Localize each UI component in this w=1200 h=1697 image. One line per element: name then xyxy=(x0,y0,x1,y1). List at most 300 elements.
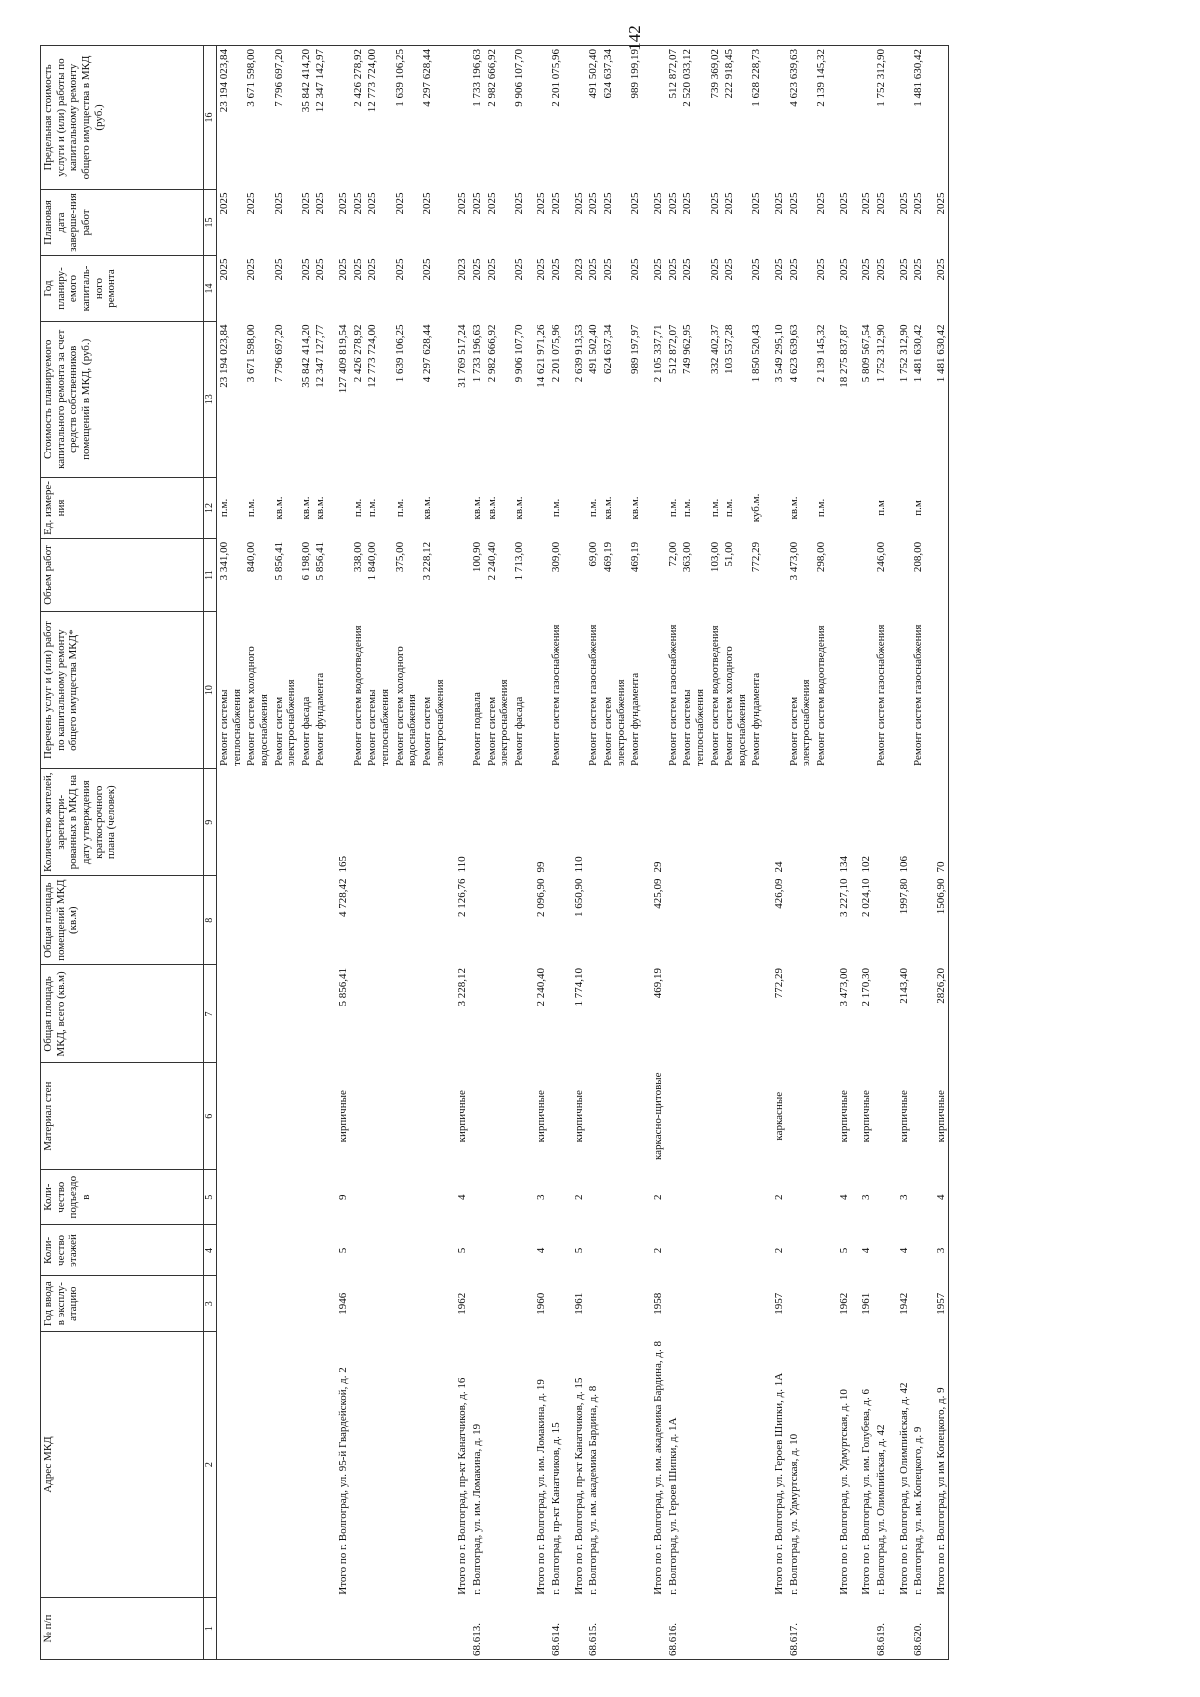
cell-planned-cost: 749 962,95 xyxy=(681,324,694,375)
cell-year-built xyxy=(313,1276,328,1331)
cell-repair-year: 2025 xyxy=(366,258,379,281)
table-row xyxy=(764,46,787,1660)
cell-work-volume xyxy=(764,539,787,611)
cell-total-area xyxy=(217,965,245,1063)
cell-premises-area: 1506,90 xyxy=(934,878,947,915)
cell-planned-cost: 23 194 023,84 xyxy=(218,324,230,388)
cell-repair-year: 2025 xyxy=(651,258,664,281)
cell-premises-area xyxy=(586,875,601,964)
cell-premises-area xyxy=(470,875,485,964)
cell-work-type xyxy=(328,611,351,769)
cell-work-volume xyxy=(526,539,549,611)
cell-end-year: 2025 xyxy=(272,192,285,215)
cell-residents xyxy=(470,769,485,876)
cell-address xyxy=(628,1331,643,1597)
cell-row-number xyxy=(680,1598,707,1660)
header-row xyxy=(41,46,204,1660)
cell-row-number: 68.619. xyxy=(874,1623,887,1656)
table-row xyxy=(244,46,271,1660)
cell-end-year: 2025 xyxy=(512,192,525,215)
cell-wall-material xyxy=(874,1063,889,1170)
cell-address xyxy=(512,1331,527,1597)
cell-address: Итого по г. Волгоград, пр-кт Канатчиков, д. 15 xyxy=(572,1377,585,1595)
cell-total-area xyxy=(299,965,314,1063)
cell-premises-area xyxy=(512,875,527,964)
cell-entrances xyxy=(586,1169,601,1224)
cell-row-number: 68.616. xyxy=(666,1623,679,1656)
table-row xyxy=(926,46,949,1660)
cell-planned-cost: 1 733 196,63 xyxy=(470,324,483,383)
cell-row-number xyxy=(217,1598,245,1660)
header-end-date: Плановая дата заверше-ния работ xyxy=(41,189,204,255)
cell-repair-year: 2025 xyxy=(512,258,525,281)
cell-entrances: 4 xyxy=(837,1194,850,1200)
col-number: 9 xyxy=(204,769,217,876)
cell-work-type xyxy=(447,611,470,769)
cell-entrances xyxy=(814,1169,829,1224)
header-year: Год ввода в эксплу-атацию xyxy=(41,1276,204,1331)
cell-floors xyxy=(666,1225,681,1276)
cell-floors: 4 xyxy=(897,1247,910,1254)
cell-row-number xyxy=(564,1598,587,1660)
cell-wall-material: кирпичные xyxy=(337,1090,350,1143)
cell-row-number: 68.620. xyxy=(912,1623,925,1656)
cell-limit-cost: 491 502,40 xyxy=(587,49,600,99)
cell-unit: п.м xyxy=(912,500,925,516)
cell-row-number xyxy=(889,1598,912,1660)
cell-total-area xyxy=(313,965,328,1063)
cell-limit-cost xyxy=(889,46,912,190)
cell-work-type: Ремонт систем холодного водоснабжения xyxy=(393,646,419,766)
cell-limit-cost xyxy=(526,46,549,190)
cell-end-year: 2025 xyxy=(393,192,406,215)
cell-floors: 5 xyxy=(456,1247,469,1254)
cell-residents xyxy=(420,769,447,876)
table-row xyxy=(512,46,527,1660)
cell-unit xyxy=(564,477,587,539)
cell-row-number xyxy=(601,1598,628,1660)
cell-entrances: 9 xyxy=(337,1194,350,1200)
table-row xyxy=(586,46,601,1660)
cell-total-area xyxy=(272,965,299,1063)
cell-residents xyxy=(628,769,643,876)
table-row xyxy=(564,46,587,1660)
cell-end-year: 2025 xyxy=(787,192,800,215)
cell-end-year: 2025 xyxy=(814,192,827,215)
cell-residents: 99 xyxy=(535,861,548,873)
cell-planned-cost: 5 809 567,54 xyxy=(860,324,873,383)
cell-wall-material xyxy=(628,1063,643,1170)
cell-entrances xyxy=(666,1169,681,1224)
cell-wall-material xyxy=(313,1063,328,1170)
cell-address xyxy=(272,1331,299,1597)
cell-residents: 165 xyxy=(337,855,350,873)
cell-address: г. Волгоград, ул. им. академика Бардина, д. 8 xyxy=(587,1385,600,1595)
cell-repair-year: 2025 xyxy=(773,258,786,281)
col-number: 4 xyxy=(204,1225,217,1276)
cell-work-volume: 1 840,00 xyxy=(366,541,379,581)
cell-entrances: 2 xyxy=(651,1194,664,1200)
cell-end-year: 2025 xyxy=(351,192,364,215)
header-wall-material: Материал стен xyxy=(41,1063,204,1170)
cell-entrances xyxy=(911,1169,926,1224)
header-floors: Коли-чество этажей xyxy=(41,1225,204,1276)
cell-floors xyxy=(393,1225,420,1276)
cell-address xyxy=(485,1331,512,1597)
cell-repair-year: 2025 xyxy=(351,258,364,281)
cell-planned-cost: 2 201 075,96 xyxy=(550,324,563,383)
cell-unit: кв.м. xyxy=(314,496,327,520)
cell-address: Итого по г. Волгоград, пр-кт Канатчиков, д. 16 xyxy=(456,1377,469,1595)
cell-premises-area: 425,09 xyxy=(651,878,664,909)
cell-end-year: 2025 xyxy=(708,192,721,215)
cell-limit-cost xyxy=(829,46,852,190)
cell-work-type: Ремонт систем водоотведения xyxy=(351,625,364,766)
cell-limit-cost xyxy=(926,46,949,190)
cell-limit-cost: 23 194 023,84 xyxy=(218,49,230,113)
cell-floors xyxy=(874,1225,889,1276)
cell-residents: 70 xyxy=(934,861,947,873)
cell-floors xyxy=(787,1225,814,1276)
header-entrances: Коли-чество подъездо в xyxy=(41,1169,204,1224)
cell-repair-year: 2025 xyxy=(420,258,433,281)
cell-work-type xyxy=(526,611,549,769)
cell-total-area xyxy=(586,965,601,1063)
cell-entrances xyxy=(787,1169,814,1224)
cell-work-volume: 103,00 xyxy=(708,541,721,573)
cell-unit: кв.м. xyxy=(485,496,498,520)
cell-limit-cost: 624 637,34 xyxy=(602,49,615,99)
cell-work-volume: 246,00 xyxy=(874,541,887,573)
cell-row-number xyxy=(708,1598,723,1660)
cell-end-year: 2025 xyxy=(897,192,910,215)
cell-work-type: Ремонт систем электроснабжения xyxy=(420,679,446,766)
cell-limit-cost xyxy=(851,46,874,190)
cell-unit xyxy=(764,477,787,539)
cell-unit xyxy=(526,477,549,539)
cell-residents xyxy=(814,769,829,876)
cell-address: Итого по г. Волгоград, ул им Копецкого, д. 9 xyxy=(934,1387,947,1595)
cell-planned-cost: 1 481 630,42 xyxy=(912,324,925,383)
cell-work-volume: 3 228,12 xyxy=(420,541,433,581)
cell-planned-cost: 7 796 697,20 xyxy=(272,324,285,383)
table-row xyxy=(708,46,723,1660)
cell-unit xyxy=(851,477,874,539)
cell-year-built xyxy=(393,1276,420,1331)
cell-work-type xyxy=(926,611,949,769)
cell-wall-material xyxy=(749,1063,764,1170)
cell-total-area xyxy=(814,965,829,1063)
cell-end-year: 2025 xyxy=(550,192,563,215)
cell-premises-area xyxy=(299,875,314,964)
cell-unit: п.м. xyxy=(814,498,827,518)
cell-unit: куб.м. xyxy=(750,493,763,523)
cell-premises-area: 2 096,90 xyxy=(535,878,548,917)
cell-residents xyxy=(787,769,814,876)
cell-repair-year: 2025 xyxy=(393,258,406,281)
cell-wall-material xyxy=(470,1063,485,1170)
cell-residents xyxy=(874,769,889,876)
cell-address xyxy=(601,1331,628,1597)
cell-planned-cost: 1 481 630,42 xyxy=(934,324,947,383)
cell-row-number: 68.617. xyxy=(787,1623,800,1656)
cell-entrances xyxy=(601,1169,628,1224)
capital-repair-table xyxy=(40,45,949,1660)
cell-residents xyxy=(299,769,314,876)
cell-work-volume: 5 856,41 xyxy=(272,541,285,581)
cell-limit-cost: 739 369,02 xyxy=(708,49,721,99)
cell-year-built: 1961 xyxy=(572,1292,585,1315)
cell-limit-cost xyxy=(328,46,351,190)
cell-wall-material xyxy=(911,1063,926,1170)
cell-repair-year: 2023 xyxy=(456,258,469,281)
cell-total-area xyxy=(393,965,420,1063)
cell-entrances xyxy=(628,1169,643,1224)
cell-total-area: 2143,40 xyxy=(897,967,910,1004)
cell-premises-area xyxy=(628,875,643,964)
cell-wall-material xyxy=(299,1063,314,1170)
table-row xyxy=(393,46,420,1660)
cell-work-volume xyxy=(328,539,351,611)
cell-total-area xyxy=(680,965,707,1063)
cell-address: г. Волгоград, пр-кт Канатчиков, д. 15 xyxy=(550,1422,563,1595)
cell-unit xyxy=(926,477,949,539)
cell-residents xyxy=(512,769,527,876)
cell-repair-year: 2025 xyxy=(860,258,873,281)
cell-work-volume: 72,00 xyxy=(666,541,679,567)
cell-work-volume: 3 473,00 xyxy=(787,541,800,581)
cell-repair-year: 2025 xyxy=(587,258,600,281)
cell-residents xyxy=(365,769,392,876)
cell-floors xyxy=(299,1225,314,1276)
cell-entrances: 2 xyxy=(572,1194,585,1200)
cell-repair-year: 2025 xyxy=(787,258,800,281)
cell-year-built: 1958 xyxy=(651,1292,664,1315)
col-number: 12 xyxy=(204,477,217,539)
cell-work-type: Ремонт системы теплоснабжения xyxy=(681,688,706,766)
cell-address: Итого по г. Волгоград, ул Олимпийская, д. 42 xyxy=(897,1382,910,1595)
cell-limit-cost xyxy=(643,46,666,190)
col-number: 7 xyxy=(204,965,217,1063)
header-cost: Стоимость планируемого капитального ремонта за счет средств собственников помещений в МКД, (руб.) xyxy=(41,322,204,478)
table-row xyxy=(911,46,926,1660)
cell-entrances xyxy=(272,1169,299,1224)
cell-premises-area: 1997,80 xyxy=(897,878,910,915)
cell-limit-cost: 2 520 033,12 xyxy=(681,49,694,107)
cell-total-area xyxy=(911,965,926,1063)
cell-total-area: 772,29 xyxy=(773,967,786,999)
header-premises-area: Общая площадь помещений МКД (кв.м) xyxy=(41,875,204,964)
header-residents: Количество жителей, зарегистри-рованных в МКД на дату утверждения краткосрочного плана (человек) xyxy=(41,769,204,876)
cell-limit-cost: 222 918,45 xyxy=(723,49,736,99)
page-number: 142 xyxy=(625,25,644,51)
cell-premises-area xyxy=(485,875,512,964)
cell-address: г. Волгоград, ул. Героев Шипки, д. 1А xyxy=(666,1417,679,1595)
cell-planned-cost: 9 906 107,70 xyxy=(512,324,525,383)
cell-residents: 134 xyxy=(837,855,850,873)
table-row xyxy=(829,46,852,1660)
cell-row-number xyxy=(643,1598,666,1660)
cell-address xyxy=(351,1331,366,1597)
cell-entrances: 4 xyxy=(934,1194,947,1200)
cell-limit-cost: 2 982 666,92 xyxy=(485,49,498,107)
table-row xyxy=(874,46,889,1660)
cell-unit: п.м. xyxy=(393,498,406,518)
cell-address xyxy=(244,1331,271,1597)
cell-planned-cost: 332 402,37 xyxy=(708,324,721,375)
cell-residents: 110 xyxy=(456,856,469,873)
cell-residents: 106 xyxy=(897,855,910,873)
cell-residents xyxy=(485,769,512,876)
cell-year-built xyxy=(628,1276,643,1331)
cell-premises-area xyxy=(666,875,681,964)
cell-premises-area xyxy=(365,875,392,964)
cell-floors: 4 xyxy=(535,1247,548,1254)
col-number: 2 xyxy=(204,1331,217,1597)
cell-limit-cost: 1 481 630,42 xyxy=(912,49,925,107)
cell-repair-year: 2025 xyxy=(245,258,258,281)
cell-premises-area xyxy=(874,875,889,964)
cell-year-built xyxy=(272,1276,299,1331)
cell-year-built: 1957 xyxy=(773,1292,786,1315)
cell-entrances xyxy=(749,1169,764,1224)
cell-planned-cost: 512 872,07 xyxy=(666,324,679,375)
table-row xyxy=(365,46,392,1660)
cell-residents xyxy=(601,769,628,876)
cell-repair-year: 2025 xyxy=(602,258,615,281)
cell-limit-cost: 2 201 075,96 xyxy=(550,49,563,107)
cell-total-area xyxy=(420,965,447,1063)
cell-work-volume: 309,00 xyxy=(550,541,563,573)
cell-total-area xyxy=(512,965,527,1063)
cell-residents xyxy=(351,769,366,876)
cell-unit xyxy=(447,477,470,539)
cell-work-type xyxy=(851,611,874,769)
cell-premises-area xyxy=(708,875,723,964)
cell-floors xyxy=(722,1225,749,1276)
cell-planned-cost: 1 752 312,90 xyxy=(897,324,910,383)
cell-limit-cost: 4 297 628,44 xyxy=(420,49,433,107)
cell-residents: 102 xyxy=(860,855,873,873)
cell-planned-cost: 2 639 913,53 xyxy=(572,324,585,383)
cell-total-area xyxy=(351,965,366,1063)
cell-unit: кв.м. xyxy=(470,496,483,520)
table-row xyxy=(299,46,314,1660)
cell-end-year: 2025 xyxy=(218,192,230,215)
col-number: 16 xyxy=(204,46,217,190)
cell-year-built: 1946 xyxy=(337,1292,350,1315)
table-row xyxy=(722,46,749,1660)
cell-work-volume xyxy=(564,539,587,611)
cell-total-area xyxy=(708,965,723,1063)
cell-repair-year: 2025 xyxy=(485,258,498,281)
cell-year-built: 1942 xyxy=(897,1292,910,1315)
cell-address xyxy=(708,1331,723,1597)
cell-planned-cost: 989 197,97 xyxy=(629,324,642,375)
cell-unit: кв.м. xyxy=(512,496,525,520)
cell-unit: п.м. xyxy=(550,498,563,518)
cell-premises-area xyxy=(351,875,366,964)
cell-year-built xyxy=(351,1276,366,1331)
cell-repair-year: 2025 xyxy=(897,258,910,281)
cell-total-area: 469,19 xyxy=(651,967,664,999)
cell-planned-cost: 14 621 971,26 xyxy=(535,324,548,388)
cell-end-year: 2025 xyxy=(750,192,763,215)
cell-planned-cost: 18 275 837,87 xyxy=(837,324,850,388)
cell-floors xyxy=(586,1225,601,1276)
cell-residents xyxy=(549,769,564,876)
cell-residents xyxy=(217,769,245,876)
cell-residents xyxy=(666,769,681,876)
cell-limit-cost: 7 796 697,20 xyxy=(272,49,285,107)
cell-year-built xyxy=(708,1276,723,1331)
cell-end-year: 2025 xyxy=(837,192,850,215)
cell-limit-cost: 1 628 228,73 xyxy=(750,49,763,107)
cell-work-volume xyxy=(851,539,874,611)
cell-row-number xyxy=(722,1598,749,1660)
cell-floors: 5 xyxy=(837,1247,850,1254)
cell-limit-cost: 1 733 196,63 xyxy=(470,49,483,107)
cell-work-volume: 5 856,41 xyxy=(314,541,327,581)
cell-year-built xyxy=(666,1276,681,1331)
table-row xyxy=(313,46,328,1660)
cell-wall-material xyxy=(549,1063,564,1170)
cell-floors: 4 xyxy=(860,1247,873,1254)
col-number: 6 xyxy=(204,1063,217,1170)
table-row xyxy=(420,46,447,1660)
cell-premises-area xyxy=(722,875,749,964)
cell-unit xyxy=(643,477,666,539)
col-number: 11 xyxy=(204,539,217,611)
cell-end-year: 2025 xyxy=(602,192,615,215)
cell-floors xyxy=(512,1225,527,1276)
cell-work-volume xyxy=(643,539,666,611)
cell-repair-year: 2025 xyxy=(837,258,850,281)
table-row xyxy=(485,46,512,1660)
cell-address: г. Волгоград, ул. им. Ломакина, д. 19 xyxy=(470,1423,483,1595)
cell-repair-year: 2025 xyxy=(912,258,925,281)
cell-work-type: Ремонт систем газоснабжения xyxy=(874,624,887,766)
cell-floors xyxy=(244,1225,271,1276)
cell-wall-material xyxy=(365,1063,392,1170)
cell-wall-material: кирпичные xyxy=(572,1090,585,1143)
cell-work-volume: 208,00 xyxy=(912,541,925,573)
cell-entrances xyxy=(420,1169,447,1224)
cell-entrances xyxy=(351,1169,366,1224)
cell-repair-year: 2025 xyxy=(750,258,763,281)
header-works: Перечень услуг и (или) работ по капитальному ремонту общего имущества МКД* xyxy=(41,611,204,769)
cell-total-area xyxy=(601,965,628,1063)
cell-entrances xyxy=(485,1169,512,1224)
cell-wall-material xyxy=(393,1063,420,1170)
cell-work-volume: 840,00 xyxy=(245,541,258,573)
col-number: 10 xyxy=(204,611,217,769)
cell-unit: п.м. xyxy=(245,498,258,518)
cell-repair-year: 2025 xyxy=(535,258,548,281)
cell-planned-cost: 3 549 295,10 xyxy=(773,324,786,383)
cell-premises-area xyxy=(787,875,814,964)
cell-repair-year: 2025 xyxy=(723,258,736,281)
cell-planned-cost: 35 842 414,20 xyxy=(299,324,312,388)
cell-work-type: Ремонт систем газоснабжения xyxy=(666,624,679,766)
cell-entrances xyxy=(512,1169,527,1224)
table-row xyxy=(217,46,245,1660)
cell-row-number xyxy=(485,1598,512,1660)
cell-wall-material xyxy=(351,1063,366,1170)
cell-limit-cost: 1 639 106,25 xyxy=(393,49,406,107)
cell-row-number xyxy=(526,1598,549,1660)
cell-premises-area: 4 728,42 xyxy=(337,878,350,917)
